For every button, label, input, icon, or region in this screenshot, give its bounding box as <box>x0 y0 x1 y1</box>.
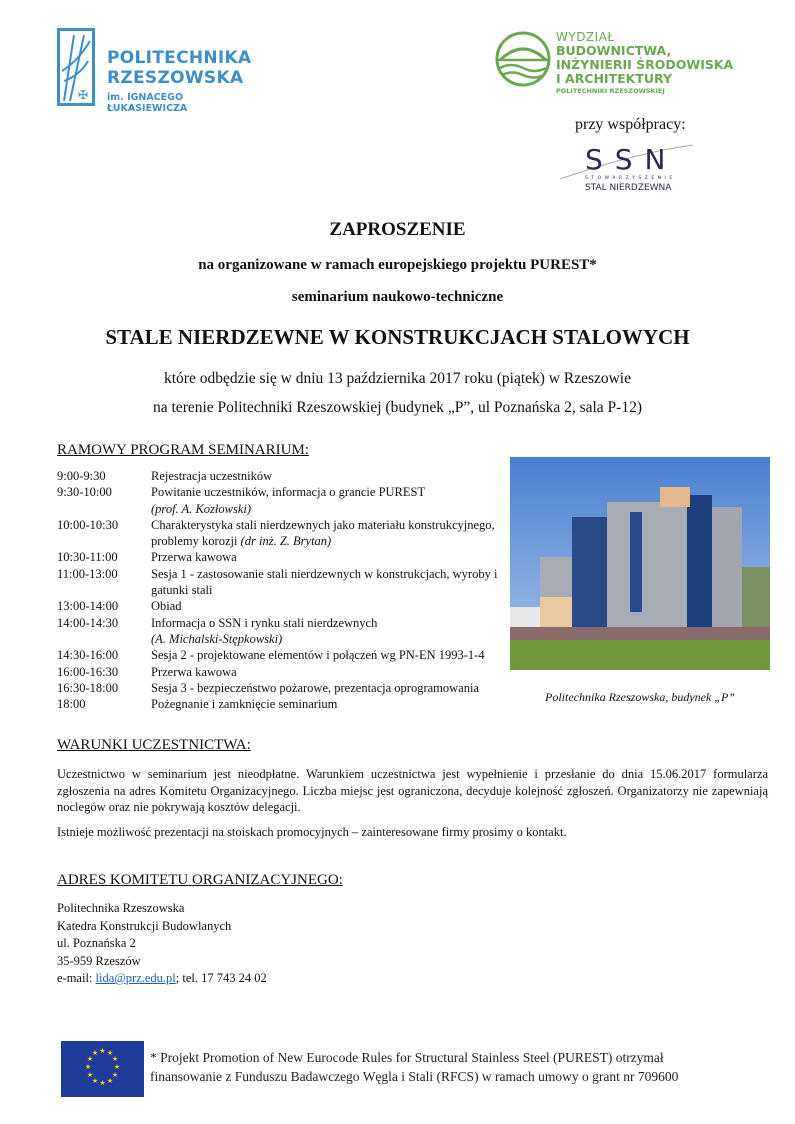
faculty-line4: I ARCHITEKTURY <box>556 71 673 86</box>
conditions-paragraph: Uczestnictwo w seminarium jest nieodpłatne. Warunkiem uczestnictwa jest wypełnienie i przesłanie do dnia 15.06.2017 formularza zgłoszenia na adres Komitetu Organizacyjnego. Liczba miejsc jest ograniczona, decyduje kolejność zgłoszeń. Organizatorzy nie zapewniają noclegów oraz nie pokrywają kosztów delegacji. <box>57 767 768 814</box>
svg-text:★: ★ <box>113 1063 121 1071</box>
faculty-line3: INŻYNIERII ŚRODOWISKA <box>556 57 734 72</box>
pr-emblem-icon <box>57 28 95 106</box>
svg-text:★: ★ <box>86 1055 94 1063</box>
schedule-row: 10:30-11:00 Przerwa kawowa <box>57 550 237 565</box>
svg-text:★: ★ <box>111 1055 119 1063</box>
subtitle-project: na organizowane w ramach europejskiego projektu PUREST* <box>198 257 597 273</box>
email-link[interactable]: lida@prz.edu.pl <box>95 971 176 985</box>
ssn-logo: SSN STOWARZYSZENIE STAL NIERDZEWNA <box>555 143 700 198</box>
schedule-row: 18:00 Pożegnanie i zamknięcie seminarium <box>57 697 338 712</box>
page-title: ZAPROSZENIE <box>329 219 466 240</box>
subtitle-seminar: seminarium naukowo-techniczne <box>291 289 504 305</box>
schedule-row: 16:00-16:30 Przerwa kawowa <box>57 664 237 679</box>
svg-text:★: ★ <box>99 1047 106 1055</box>
schedule-row: 13:00-14:00 Obiad <box>57 599 182 614</box>
politechnika-rzeszowska-logo <box>57 28 257 114</box>
building-photo <box>510 457 770 670</box>
program-heading: RAMOWY PROGRAM SEMINARIUM: <box>57 442 309 458</box>
svg-text:✠: ✠ <box>78 88 89 102</box>
conditions-heading: WARUNKI UCZESTNICTWA: <box>57 737 251 753</box>
svg-text:★: ★ <box>106 1049 114 1057</box>
logo-line3: im. IGNACEGO ŁUKASIEWICZA <box>107 92 188 114</box>
svg-text:★: ★ <box>91 1077 99 1085</box>
faculty-line2: BUDOWNICTWA, <box>556 43 672 58</box>
schedule-row: 10:00-10:30 Charakterystyka stali nierdzewnych jako materiału konstrukcyjnego, problemy korozji (dr inż. Z. Brytan) <box>57 517 495 549</box>
svg-text:★: ★ <box>84 1063 92 1071</box>
promo-paragraph: Istnieje możliwość prezentacji na stoiskach promocyjnych – zainteresowane firmy prosimy o kontakt. <box>57 825 567 839</box>
event-location: na terenie Politechniki Rzeszowskiej (budynek „P”, ul Poznańska 2, sala P-12) <box>153 399 642 416</box>
eu-flag-icon <box>61 1041 144 1097</box>
svg-text:★: ★ <box>91 1049 99 1057</box>
program-schedule <box>57 468 512 712</box>
cooperation-label: przy współpracy: <box>575 116 686 133</box>
schedule-row: 14:30-16:00 Sesja 2 - projektowane elementów i połączeń wg PN-EN 1993-1-4 <box>57 648 485 663</box>
event-date: które odbędzie się w dniu 13 października 2017 roku (piątek) w Rzeszowie <box>164 370 631 387</box>
bridge-circle-icon <box>494 30 552 88</box>
event-name: STALE NIERDZEWNE W KONSTRUKCJACH STALOWYCH <box>105 325 690 349</box>
address-block: Politechnika Rzeszowska Katedra Konstrukcji Budowlanych ul. Poznańska 2 35-959 Rzeszów e-mail: lida@prz.edu.pl; tel. 17 743 24 02 <box>57 901 267 985</box>
svg-text:★: ★ <box>86 1071 94 1079</box>
schedule-row: 14:00-14:30 Informacja o SSN i rynku stali nierdzewnych (A. Michalski-Stępkowski) <box>57 615 378 646</box>
faculty-line1: WYDZIAŁ <box>556 30 615 44</box>
svg-text:★: ★ <box>111 1071 119 1079</box>
photo-caption: Politechnika Rzeszowska, budynek „P” <box>545 690 735 704</box>
faculty-logo <box>494 28 744 108</box>
address-heading: ADRES KOMITETU ORGANIZACYJNEGO: <box>57 872 343 888</box>
svg-text:★: ★ <box>106 1077 114 1085</box>
logo-line1: POLITECHNIKA <box>107 48 252 68</box>
funding-note: * Projekt Promotion of New Eurocode Rules for Structural Stainless Steel (PUREST) otrzymał finansowanie z Funduszu Badawczego Węgla i Stali (RFCS) w ramach umowy o grant nr 709600 <box>150 1050 679 1084</box>
logo-line2: RZESZOWSKA <box>107 68 244 88</box>
faculty-line5: POLITECHNIKI RZESZOWSKIEJ <box>556 87 665 95</box>
schedule-row: 9:00-9:30 Rejestracja uczestników <box>57 469 273 483</box>
schedule-row: 11:00-13:00 Sesja 1 - zastosowanie stali nierdzewnych w konstrukcjach, wyroby i gatunki stali <box>57 566 498 598</box>
svg-text:★: ★ <box>99 1079 106 1087</box>
schedule-row: 16:30-18:00 Sesja 3 - bezpieczeństwo pożarowe, prezentacja oprogramowania <box>57 680 479 695</box>
schedule-row: 9:30-10:00 Powitanie uczestników, informacja o grancie PUREST (prof. A. Kozłowski) <box>57 485 426 516</box>
